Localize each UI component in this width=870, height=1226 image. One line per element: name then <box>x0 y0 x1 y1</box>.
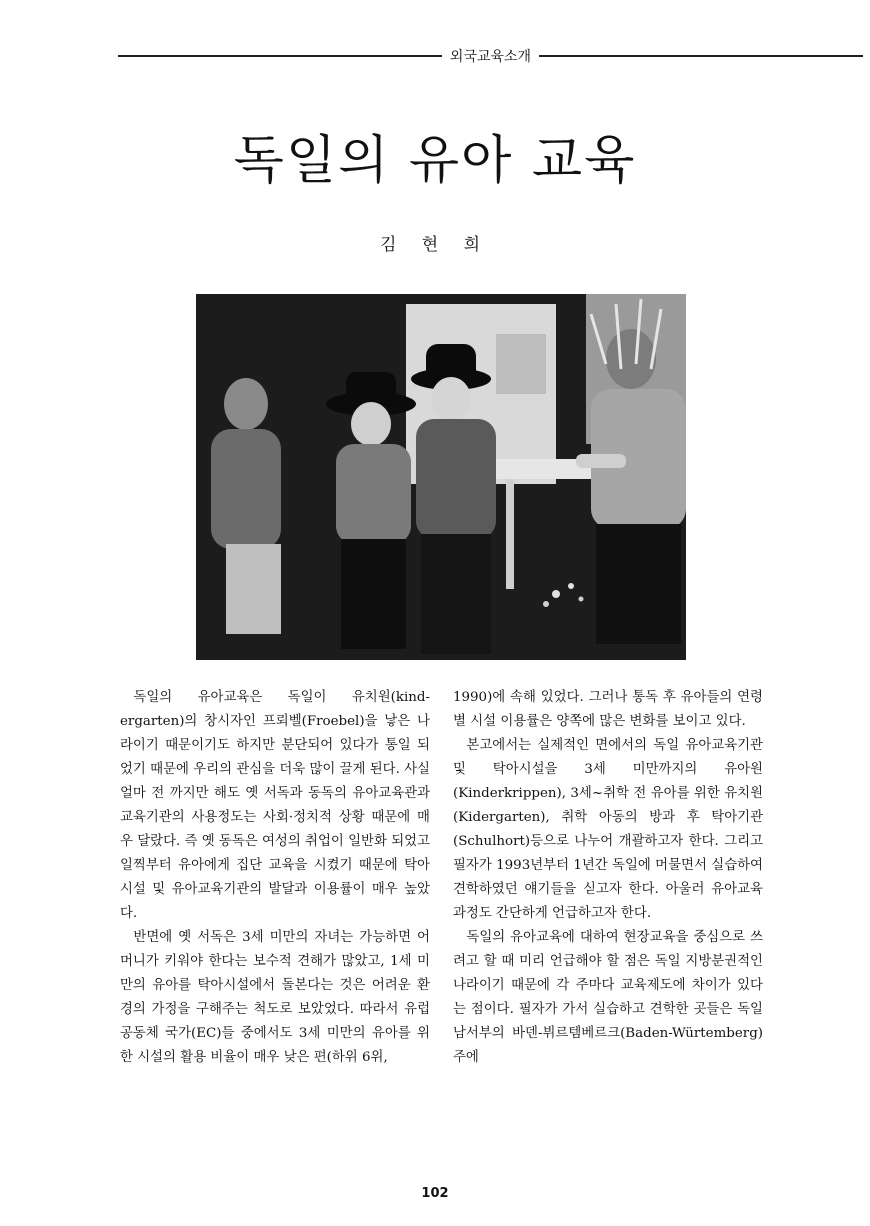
article-title: 독일의 유아 교육 <box>233 131 637 191</box>
body-paragraph: 반면에 옛 서독은 3세 미만의 자녀는 가능하면 어머니가 키워야 한다는 보수적 견해가 많았고, 1세 미만의 유아를 탁아시설에서 돌본다는 것은 어려운 환경의 가정을 구해주는 척도로 보았었다. 따라서 유럽공동체 국가(EC)들 중에서도 3세 미만의 유아를 위한 시설의 활용 비율이 매우 낮은 편(하위 6위, <box>120 930 430 1065</box>
header-rule-right <box>539 55 863 57</box>
page-number: 102 <box>421 1186 449 1201</box>
body-column-left <box>120 686 430 1070</box>
section-label: 외국교육소개 <box>449 49 532 65</box>
article-photo <box>196 294 686 660</box>
section-header <box>118 44 863 68</box>
header-rule-left <box>118 55 442 57</box>
photo-illustration <box>196 294 686 660</box>
body-paragraph-continued: 1990)에 속해 있었다. 그러나 통독 후 유아들의 연령별 시설 이용률은 양쪽에 많은 변화를 보이고 있다. <box>453 690 763 729</box>
body-paragraph: 독일의 유아교육에 대하여 현장교육을 중심으로 쓰려고 할 때 미리 언급해야 할 점은 독일 지방분권적인 나라이기 때문에 각 주마다 교육제도에 차이가 있다는 점이다. 필자가 가서 실습하고 견학한 곳들은 독일 남서부의 바덴-뷔르템베르크(Baden-Würtemberg)주에 <box>453 930 763 1065</box>
body-paragraph: 독일의 유아교육은 독일이 유치원(kind-ergarten)의 창시자인 프뢰벨(Froebel)을 낳은 나라이기 때문이기도 하지만 분단되어 있다가 통일 되었기 때문에 우리의 관심을 더욱 많이 끌게 된다. 사실 얼마 전 까지만 해도 옛 서독과 동독의 유아교육관과 교육기관의 사용정도는 사회·정치적 상황 때문에 매우 달랐다. 즉 옛 동독은 여성의 취업이 일반화 되었고 일찍부터 유아에게 집단 교육을 시켰기 때문에 탁아시설 및 유아교육기관의 발달과 이용률이 매우 높았다. <box>120 690 430 921</box>
body-paragraph: 본고에서는 실제적인 면에서의 독일 유아교육기관 및 탁아시설을 3세 미만까지의 유아원(Kinderkrippen), 3세~취학 전 유아를 위한 유치원(Kidergarten), 취학 아동의 방과 후 탁아기관(Schulhort)등으로 나누어 개괄하고자 한다. 그리고 필자가 1993년부터 1년간 독일에 머물면서 실습하여 견학하였던 얘기들을 싣고자 한다. 아울러 유아교육과정도 간단하게 언급하고자 한다. <box>453 738 763 921</box>
body-column-right <box>453 686 763 1070</box>
article-author: 김 현 희 <box>379 235 491 255</box>
